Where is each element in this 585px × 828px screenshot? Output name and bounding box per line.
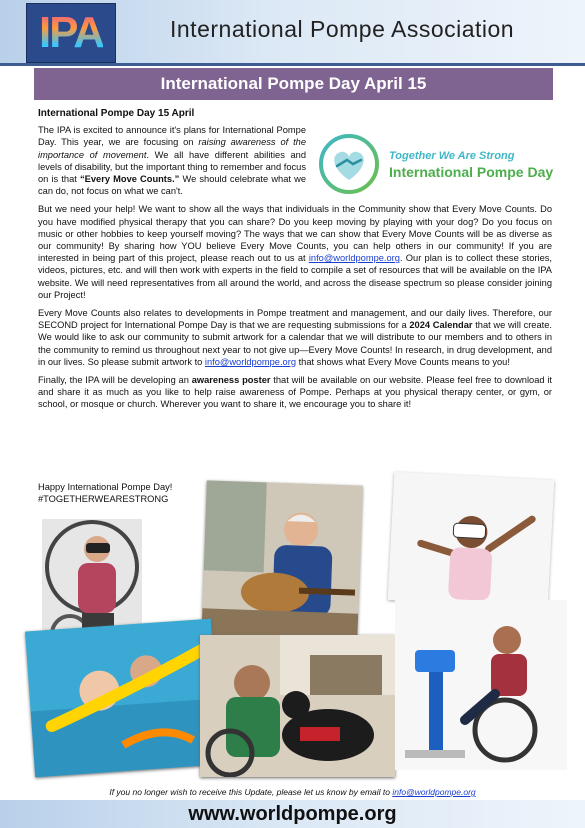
photo-swimming-child — [25, 619, 221, 778]
ipa-logo: IPA — [26, 3, 116, 63]
footer-website[interactable]: www.worldpompe.org — [0, 800, 585, 828]
photo-boy-with-dog — [200, 635, 395, 777]
header — [0, 0, 585, 66]
email-link[interactable]: info@worldpompe.org — [308, 253, 400, 264]
paragraph-poster: Finally, the IPA will be developing an awareness poster that will be available on our website. Please feel free to download it and share it as much as you like to help raise awareness of Pompe. Perhaps at you physical therapy center, or gym, or school, or mosque or church. Wherever you want to share it, we encourage you to share it! — [38, 375, 552, 410]
unsubscribe-note: If you no longer wish to receive this Update, please let us know by email to info@worldpompe.org — [109, 787, 476, 797]
page-title: International Pompe Day April 15 — [34, 68, 553, 100]
emblem-tagline: Together We Are Strong — [389, 150, 515, 162]
email-link[interactable]: info@worldpompe.org — [204, 356, 296, 367]
handshake-heart-icon — [317, 132, 381, 196]
paragraph-help: But we need your help! We want to show all the ways that individuals in the Community show that Every Move Counts. Do you have modified physical therapy that you can share? Do you keep moving by playing with your dog? Do you focus on music or other hobbies to keep yourself moving? The ways that we can show that Every Move Counts will be as diverse as our community! By sharing how YOU believe Every Move Counts, you can help others in our community! If you are interested in being part of this project, please reach out to us at info@worldpompe.org. Our plan is to collect these stories, videos, pictures, etc. and will then work with experts in the field to compile a set of resources that will be available on the IPA website. We will need representatives from all around the world, and across the disease spectrum so please consider joining our Project! — [38, 204, 552, 300]
org-name: International Pompe Association — [170, 16, 515, 42]
photo-man-exercise-bike — [395, 600, 567, 770]
article-subheading: International Pompe Day 15 April — [38, 108, 195, 119]
paragraph-calendar: Every Move Counts also relates to developments in Pompe treatment and management, and our daily lives. Therefore, our SECOND project for International Pompe Day is that we are requesting submissions for a 2024 Calendar that we will create. We would like to ask our community to submit artwork for a calendar that we will distribute to our members and to others in the community to remind us throughout next year to not give up—Every Move Counts! In research, in drug development, and in our lives. So please submit artwork to info@worldpompe.org that shows what Every Move Counts means to you! — [38, 308, 552, 367]
emblem-name: International Pompe Day — [389, 164, 554, 180]
pompe-day-emblem — [317, 132, 577, 196]
email-link[interactable]: info@worldpompe.org — [392, 787, 476, 797]
closing: Happy International Pompe Day! #TOGETHERWEARESTRONG — [38, 482, 173, 504]
photo-child-vr-headset — [388, 472, 554, 608]
paragraph-intro: The IPA is excited to announce it's plans for International Pompe Day. This year, we are focusing on raising awareness of the importance of movement. We all have different abilities and levels of disability, but the important thing to remember and focus on is that “Every Move Counts.” We should celebrate what we can do, not focus on what we can't. — [38, 125, 306, 197]
article — [38, 108, 552, 417]
photo-man-guitar — [201, 480, 362, 643]
